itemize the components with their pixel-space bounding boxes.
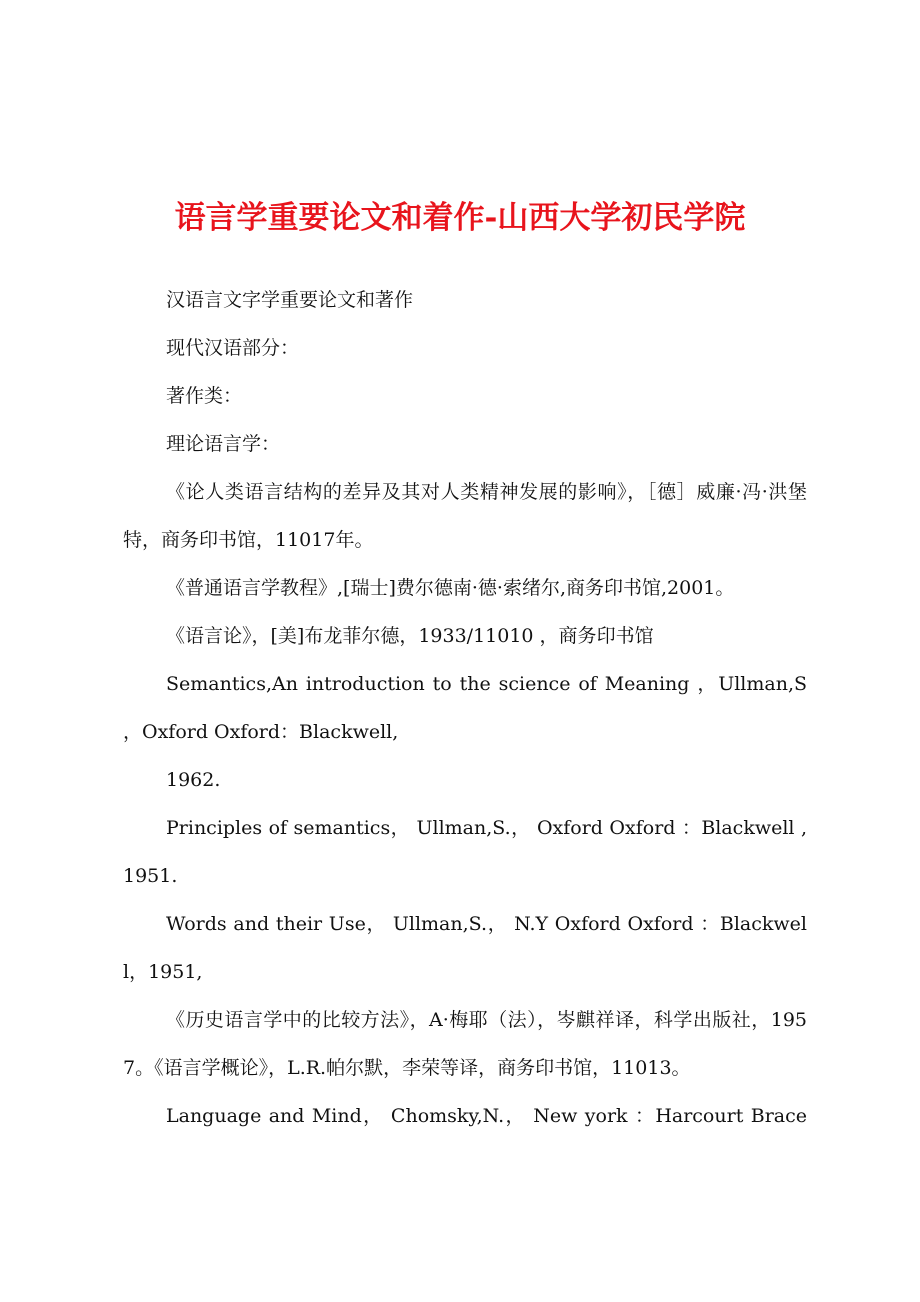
paragraph-heading: 汉语言文字学重要论文和著作: [166, 289, 414, 311]
paragraph-section: 现代汉语部分：: [166, 337, 300, 359]
paragraph-category: 著作类：: [166, 385, 243, 407]
reference-entry: Principles of semantics， Ullman,S.， Oxford Oxford ：Blackwell ,1951.: [123, 817, 807, 887]
document-body: [123, 276, 807, 1140]
reference-entry: 1962.: [166, 769, 221, 791]
document-title: 语言学重要论文和着作-山西大学初民学院: [174, 200, 746, 236]
reference-entry: Semantics,An introduction to the science of Meaning ，Ullman,S ，Oxford Oxford：Blackwell,: [123, 673, 807, 743]
reference-entry: 《普通语言学教程》,[瑞士]费尔德南·德·索绪尔,商务印书馆,2001。: [166, 577, 735, 599]
reference-entry: Words and their Use， Ullman,S.， N.Y Oxford Oxford ：Blackwell，1951,: [123, 913, 807, 983]
paragraph-subcategory: 理论语言学：: [166, 433, 281, 455]
reference-entry: 《语言论》，[美]布龙菲尔德，1933/11010 ，商务印书馆: [166, 625, 654, 647]
reference-entry: 《历史语言学中的比较方法》，A·梅耶（法），岑麒祥译，科学出版社，1957。《语言学概论》，L.R.帕尔默，李荣等译，商务印书馆，11013。: [123, 1009, 807, 1079]
reference-entry: Language and Mind， Chomsky,N.， New york ：Harcourt Brace: [166, 1105, 807, 1127]
reference-entry: 《论人类语言结构的差异及其对人类精神发展的影响》，［德］威廉·冯·洪堡特，商务印书馆，11017年。: [123, 481, 807, 551]
